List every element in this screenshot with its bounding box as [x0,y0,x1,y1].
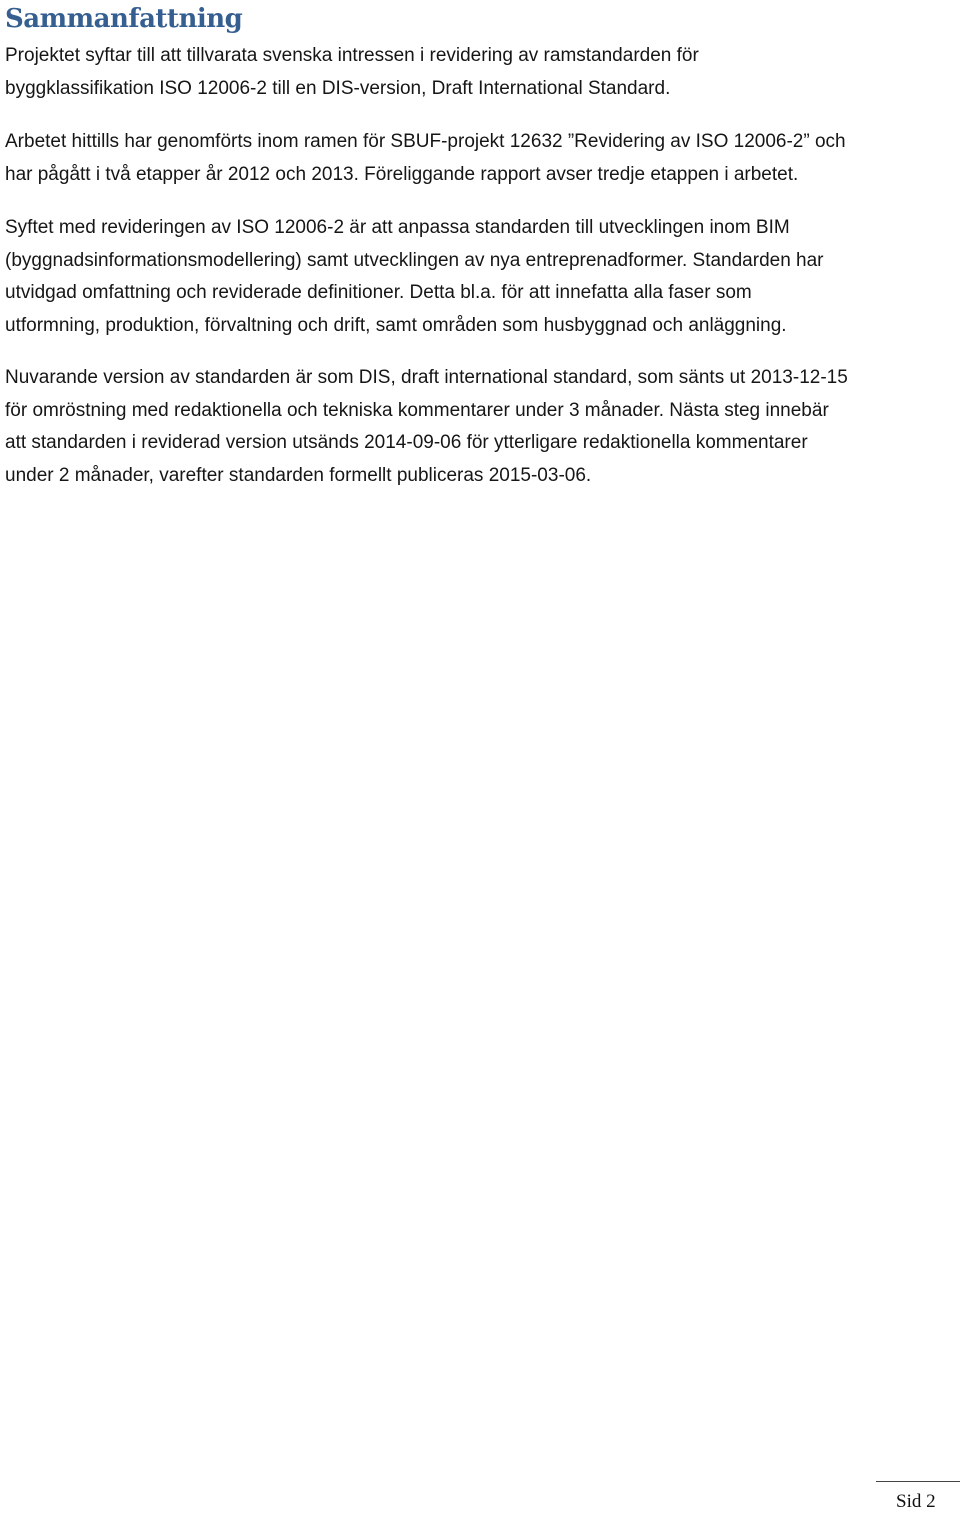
section-heading: Sammanfattning [5,4,243,34]
paragraph-line: att standarden i reviderad version utsänds 2014-09-06 för ytterligare redaktionella kommentarer [5,432,808,453]
paragraph-line: utformning, produktion, förvaltning och drift, samt områden som husbyggnad och anläggning. [5,314,787,336]
paragraph-line: (byggnadsinformationsmodellering) samt utvecklingen av nya entreprenadformer. Standarden har [5,249,824,271]
paragraph-line: för omröstning med redaktionella och tekniska kommentarer under 3 månader. Nästa steg innebär [5,399,829,421]
paragraph-line: Projektet syftar till att tillvarata svenska intressen i revidering av ramstandarden för [5,45,699,66]
paragraph-line: Syftet med revideringen av ISO 12006-2 är att anpassa standarden till utvecklingen inom BIM [5,217,790,238]
paragraph-line: byggklassifikation ISO 12006-2 till en DIS-version, Draft International Standard. [5,77,671,99]
paragraph-line: under 2 månader, varefter standarden formellt publiceras 2015-03-06. [5,464,592,486]
footer-divider [876,1481,960,1482]
summary-paragraph-1 [5,40,950,105]
paragraph-line: Nuvarande version av standarden är som DIS, draft international standard, som sänts ut 2013-12-15 [5,367,848,388]
paragraph-line: utvidgad omfattning och reviderade definitioner. Detta bl.a. för att innefatta alla faser som [5,282,752,303]
page-number: Sid 2 [896,1491,936,1512]
paragraph-line: har pågått i två etapper år 2012 och 2013. Föreliggande rapport avser tredje etappen i arbetet. [5,163,799,185]
summary-paragraph-2 [5,126,950,191]
paragraph-line: Arbetet hittills har genomförts inom ramen för SBUF-projekt 12632 ”Revidering av ISO 12006-2” och [5,131,846,152]
summary-paragraph-3 [5,212,950,342]
summary-paragraph-4 [5,362,950,492]
